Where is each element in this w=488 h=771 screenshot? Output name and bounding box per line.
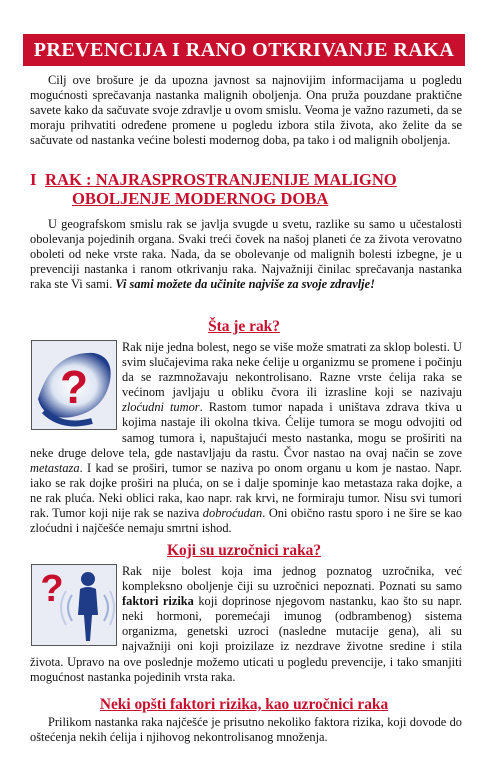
causes-heading-text: Koji su uzročnici raka? [166, 542, 322, 559]
section-number: I [30, 170, 37, 189]
term-risk-factors: faktori rizika [122, 594, 194, 609]
section-body-text: U geografskom smislu rak se javlja svugde u svetu, razlike su samo u učestalosti obolevanja pojedinih organa. Svaki treći čovek na našoj planeti će za života verovatno oboleti od neke vrste raka. Nada, da se obolevanje od malignih bolesti izbegne, je u prevenciji nastanka i ranom otkrivanju raka. Najvažniji činilac sprečavanja nastanka raka ste Vi sami. [30, 217, 462, 292]
what-is-heading [0, 318, 488, 336]
what-is-text-a: Rak nije jedna bolest, nego se više može smatrati za sklop bolesti. U svim slučajevima raka neke ćelije u organizmu se promene i počinju da se razmnožavaju nekontrolisano. Razne vrste ćelija raka se većinom javljaju u obliku čvora ili izrasline koji se nazivaju [122, 340, 462, 400]
svg-text:?: ? [59, 361, 89, 413]
what-is-text-b: . Rastom tumor napada i uništava zdrava tkiva u kojima nastaje ili okolna tkiva. Ćelije tumora se mogu odvojiti od samog tumora i, napuštajući mesto nastanka, mogu se proširiti na neke druge delove tela, gde nastavljaju da rastu. Čvor nastao na ovaj način se zove [30, 400, 462, 460]
causes-heading [0, 542, 488, 560]
risk-heading [0, 696, 488, 714]
what-is-text-c: . I kad se proširi, tumor se naziva po onom organu u kom je nastao. Napr. iako se rak dojke proširi na pluća, on se i dalje spominje kao metastaza raka dojke, a ne rak pluća. Neki oblici raka, kao napr. rak krvi, ne formiraju tumor. Nisu svi tumori rak. Tumor koji nije rak se naziva [30, 460, 462, 521]
causes-paragraph [30, 564, 462, 685]
term-metastasis: metastaza [30, 460, 80, 475]
icon-float-spacer [30, 340, 122, 432]
causes-text-b: koji doprinose njegovom nastanku, kao što su napr. neki hormoni, poremećaji imunog (odbrambenog) sistema organizma, genetski uzroci (nasledne mutacije gena), ali su najvažniji oni koji proizilaze iz nezdrave životne sredine i stila života. Upravo na ove poslednje možemo uticati u pogledu prevencije, i tako smanjiti mogućnost nastanka pojedinih vrsta raka. [30, 594, 462, 684]
page-banner: PREVENCIJA I RANO OTKRIVANJE RAKA [23, 34, 465, 66]
term-malignant-tumor: zloćudni tumor [122, 400, 200, 415]
causes-text-a: Rak nije bolest koja ima jednog poznatog uzročnika, već kompleksno oboljenje čiji su uzročnici nepoznati. Poznati su samo [122, 564, 462, 594]
what-is-heading-text: Šta je rak? [208, 318, 280, 335]
section-body-emphasis: Vi sami možete da učinite najviše za svoje zdravlje! [115, 277, 375, 292]
what-is-text-d: . Oni obično rastu sporo i ne šire se kao zloćudni i najčešće nemaju smrtni ishod. [30, 506, 462, 536]
section-body [30, 217, 462, 292]
term-benign: dobroćudan [202, 506, 263, 521]
intro-paragraph: Cilj ove brošure je da upozna javnost sa najnovijim informacijama u pogledu mogućnosti sprečavanja nastanka malignih oboljenja. Ona pruža pouzdane praktične savete kako da sačuvate svoje zdravlje u ovom smislu. Veoma je važno razumeti, da se moraju prihvatiti određene promene u pogledu izbora stila života, ako želite da se sačuvate od nastanka većine bolesti modernog doba, pa tako i od malignih oboljenja. [30, 73, 462, 148]
icon-float-spacer [30, 564, 122, 642]
section-title-line2: OBOLJENJE MODERNOG DOBA [72, 189, 329, 208]
risk-heading-text: Neki opšti faktori rizika, kao uzročnici raka [99, 696, 389, 713]
svg-text:?: ? [40, 568, 64, 610]
risk-paragraph: Prilikom nastanka raka najčešće je prisutno nekoliko faktora rizika, koji dovode do oštećenja nekih ćelija i njihovog nekontrolisanog množenja. [30, 715, 462, 745]
section-title-line1: RAK : NAJRASPROSTRANJENIJE MALIGNO [45, 170, 397, 189]
section-heading [30, 170, 462, 208]
what-is-paragraph [30, 340, 462, 536]
